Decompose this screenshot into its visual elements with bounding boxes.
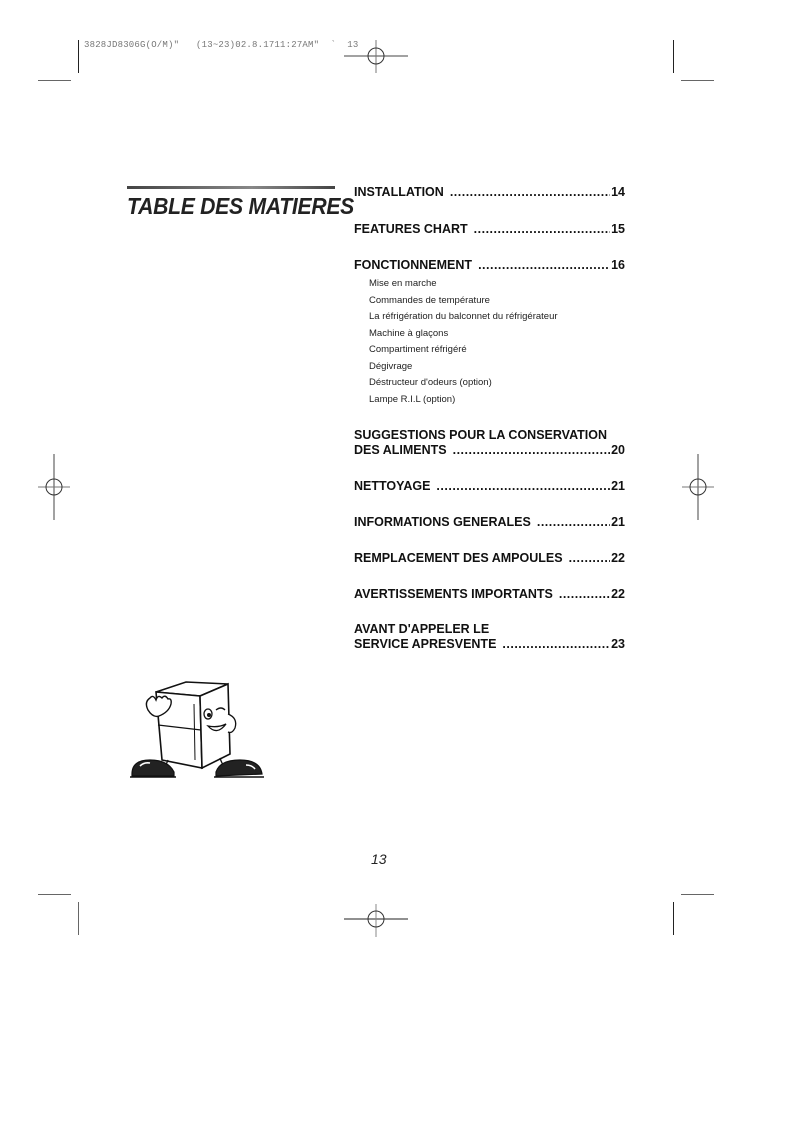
crop-mark-top-left-horizontal: [38, 80, 71, 81]
crop-mark-bottom-right-vertical: [673, 902, 674, 935]
toc-entry-features-chart[interactable]: [354, 222, 625, 237]
toc-label: SERVICE APRESVENTE: [354, 637, 497, 651]
toc-label-line1: AVANT D'APPELER LE: [354, 622, 490, 636]
crop-mark-top-right-vertical: [673, 40, 674, 73]
toc-entry-suggestions-conservation[interactable]: [354, 428, 625, 458]
toc-leader-dots: [478, 258, 610, 273]
toc-leader-dots: [502, 637, 610, 652]
toc-page-number: 23: [611, 637, 625, 651]
toc-entry-service-apresvente[interactable]: [354, 622, 625, 652]
toc-subitem[interactable]: Déstructeur d'odeurs (option): [369, 377, 492, 388]
crop-mark-top-left-vertical: [78, 40, 79, 73]
toc-subitems-fonctionnement: [354, 276, 625, 408]
toc-entry-avertissements-importants[interactable]: [354, 587, 625, 602]
registration-mark-left-icon: [36, 454, 72, 520]
toc-label: INSTALLATION: [354, 185, 444, 199]
toc-subitem[interactable]: La réfrigération du balconnet du réfrigérateur: [369, 311, 558, 322]
toc-leader-dots: [450, 185, 610, 200]
toc-leader-dots: [537, 515, 610, 530]
toc-entry-remplacement-ampoules[interactable]: [354, 551, 625, 566]
title-rule: [127, 186, 335, 189]
toc-entry-installation[interactable]: [354, 185, 625, 200]
toc-label: NETTOYAGE: [354, 479, 431, 493]
toc-label: DES ALIMENTS: [354, 443, 447, 457]
toc-label: FONCTIONNEMENT: [354, 258, 473, 272]
toc-leader-dots: [559, 587, 610, 602]
toc-leader-dots: [453, 443, 610, 458]
toc-leader-dots: [474, 222, 610, 237]
page-number: 13: [371, 851, 387, 867]
toc-subitem[interactable]: Mise en marche: [369, 278, 437, 289]
crop-mark-top-right-horizontal: [681, 80, 714, 81]
toc-label: REMPLACEMENT DES AMPOULES: [354, 551, 563, 565]
toc-entry-nettoyage[interactable]: [354, 479, 625, 494]
printer-slug: 3828JD8306G(O/M)" (13~23)02.8.1711:27AM" ` 13: [84, 40, 359, 50]
table-of-contents: [354, 185, 625, 652]
toc-subitem[interactable]: Lampe R.I.L (option): [369, 393, 456, 405]
toc-entry-fonctionnement[interactable]: [354, 258, 625, 273]
toc-page-number: 22: [611, 587, 625, 601]
toc-page-number: 20: [611, 443, 625, 457]
toc-label: INFORMATIONS GENERALES: [354, 515, 531, 529]
toc-leader-dots: [569, 551, 611, 566]
toc-label: AVERTISSEMENTS IMPORTANTS: [354, 587, 553, 601]
toc-subitem[interactable]: Dégivrage: [369, 360, 413, 372]
toc-page-number: 15: [611, 222, 625, 236]
toc-subitem[interactable]: Commandes de température: [369, 294, 490, 306]
crop-mark-bottom-left-vertical: [78, 902, 79, 935]
registration-mark-bottom-icon: [342, 904, 412, 939]
toc-subitem[interactable]: Machine à glaçons: [369, 327, 449, 339]
toc-page-number: 21: [611, 479, 625, 493]
crop-mark-bottom-right-horizontal: [681, 894, 714, 895]
toc-leader-dots: [436, 479, 610, 494]
toc-subitem[interactable]: Compartiment réfrigéré: [369, 344, 467, 355]
toc-page-number: 22: [611, 551, 625, 565]
toc-page-number: 16: [611, 258, 625, 272]
refrigerator-mascot-icon: [128, 670, 270, 780]
toc-page-number: 14: [611, 185, 625, 199]
registration-mark-right-icon: [680, 454, 716, 520]
crop-mark-bottom-left-horizontal: [38, 894, 71, 895]
toc-label: FEATURES CHART: [354, 222, 468, 236]
toc-entry-informations-generales[interactable]: [354, 515, 625, 530]
toc-label-line1: SUGGESTIONS POUR LA CONSERVATION: [354, 428, 608, 442]
toc-page-number: 21: [611, 515, 625, 529]
registration-mark-top-icon: [340, 40, 410, 75]
page-title: TABLE DES MATIERES: [127, 193, 355, 219]
